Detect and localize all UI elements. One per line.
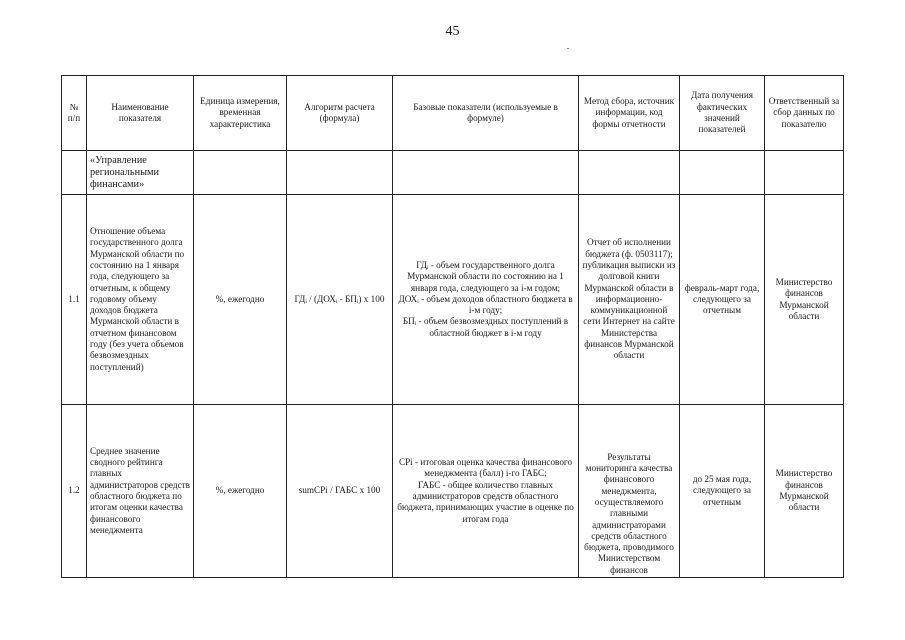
header-method: Метод сбора, источник информации, код формы отчетности [579,76,680,151]
responsible-org: Министерство финансов Мурманской области [765,195,844,405]
header-name: Наименование показателя [87,76,194,151]
base-indicators [393,195,579,405]
collection-method: Отчет об исполнении бюджета (ф. 0503117); публикация выписки из долговой книги Мурманской области в информационно-коммуникационной сети Интернет на сайте Министерства финансов Мурманской области [579,195,680,405]
scan-speck [567,48,569,49]
base-line: БПᵢ - объем безвозмездных поступлений в областной бюджет в i-м году [402,316,569,338]
indicator-formula: sumCPi / ГАБС x 100 [287,405,393,578]
indicator-formula: ГДᵢ / (ДОХᵢ - БПᵢ) x 100 [287,195,393,405]
collection-method: Результаты мониторинга качества финансового менеджмента, осуществляемого главными администраторами средств областного бюджета, проводимого Министерством финансов [579,405,680,578]
section-num-cell [62,151,87,195]
empty-cell [393,151,579,195]
indicator-name: Среднее значение сводного рейтинга главных администраторов средств областного бюджета по итогам оценки качества финансового менеджмента [87,405,194,578]
base-indicators [393,405,579,578]
empty-cell [765,151,844,195]
row-number: 1.1 [62,195,87,405]
empty-cell [680,151,765,195]
empty-cell [287,151,393,195]
data-date: до 25 мая года, следующего за отчетным [680,405,765,578]
header-unit: Единица измерения, временная характеристика [194,76,287,151]
section-title: «Управление региональными финансами» [87,151,194,195]
indicator-unit: %, ежегодно [194,405,287,578]
table-row [62,405,844,578]
base-line: ГДᵢ - объем государственного долга Мурманской области по состоянию на 1 января года, следующего за i-м годом; [407,259,564,293]
header-base: Базовые показатели (используемые в формуле) [393,76,579,151]
indicator-name: Отношение объема государственного долга Мурманской области по состоянию на 1 января года, следующего за отчетным, к общему годовому объему доходов бюджета Мурманской области в отчетном финансовом году (без учета объемов безвозмездных поступлений) [87,195,194,405]
page-number: 45 [445,24,460,39]
header-date: Дата получения фактических значений показателей [680,76,765,151]
responsible-org: Министерство финансов Мурманской области [765,405,844,578]
header-responsible: Ответственный за сбор данных по показателю [765,76,844,151]
indicator-unit: %, ежегодно [194,195,287,405]
empty-cell [194,151,287,195]
table-header-row [62,76,844,151]
table-row [62,195,844,405]
section-row [62,151,844,195]
indicators-table [61,75,844,578]
empty-cell [579,151,680,195]
base-line: ДОХᵢ - объем доходов областного бюджета в i-м году; [398,293,573,316]
data-date: февраль-март года, следующего за отчетным [680,195,765,405]
header-formula: Алгоритм расчета (формула) [287,76,393,151]
header-num: № п/п [62,76,87,151]
base-line: CPi - итоговая оценка качества финансового менеджмента (балл) i-го ГАБС; [398,457,573,479]
base-line: ГАБС - общее количество главных администраторов средств областного бюджета, принимающих участие в оценке по итогам года [397,479,574,524]
row-number: 1.2 [62,405,87,578]
